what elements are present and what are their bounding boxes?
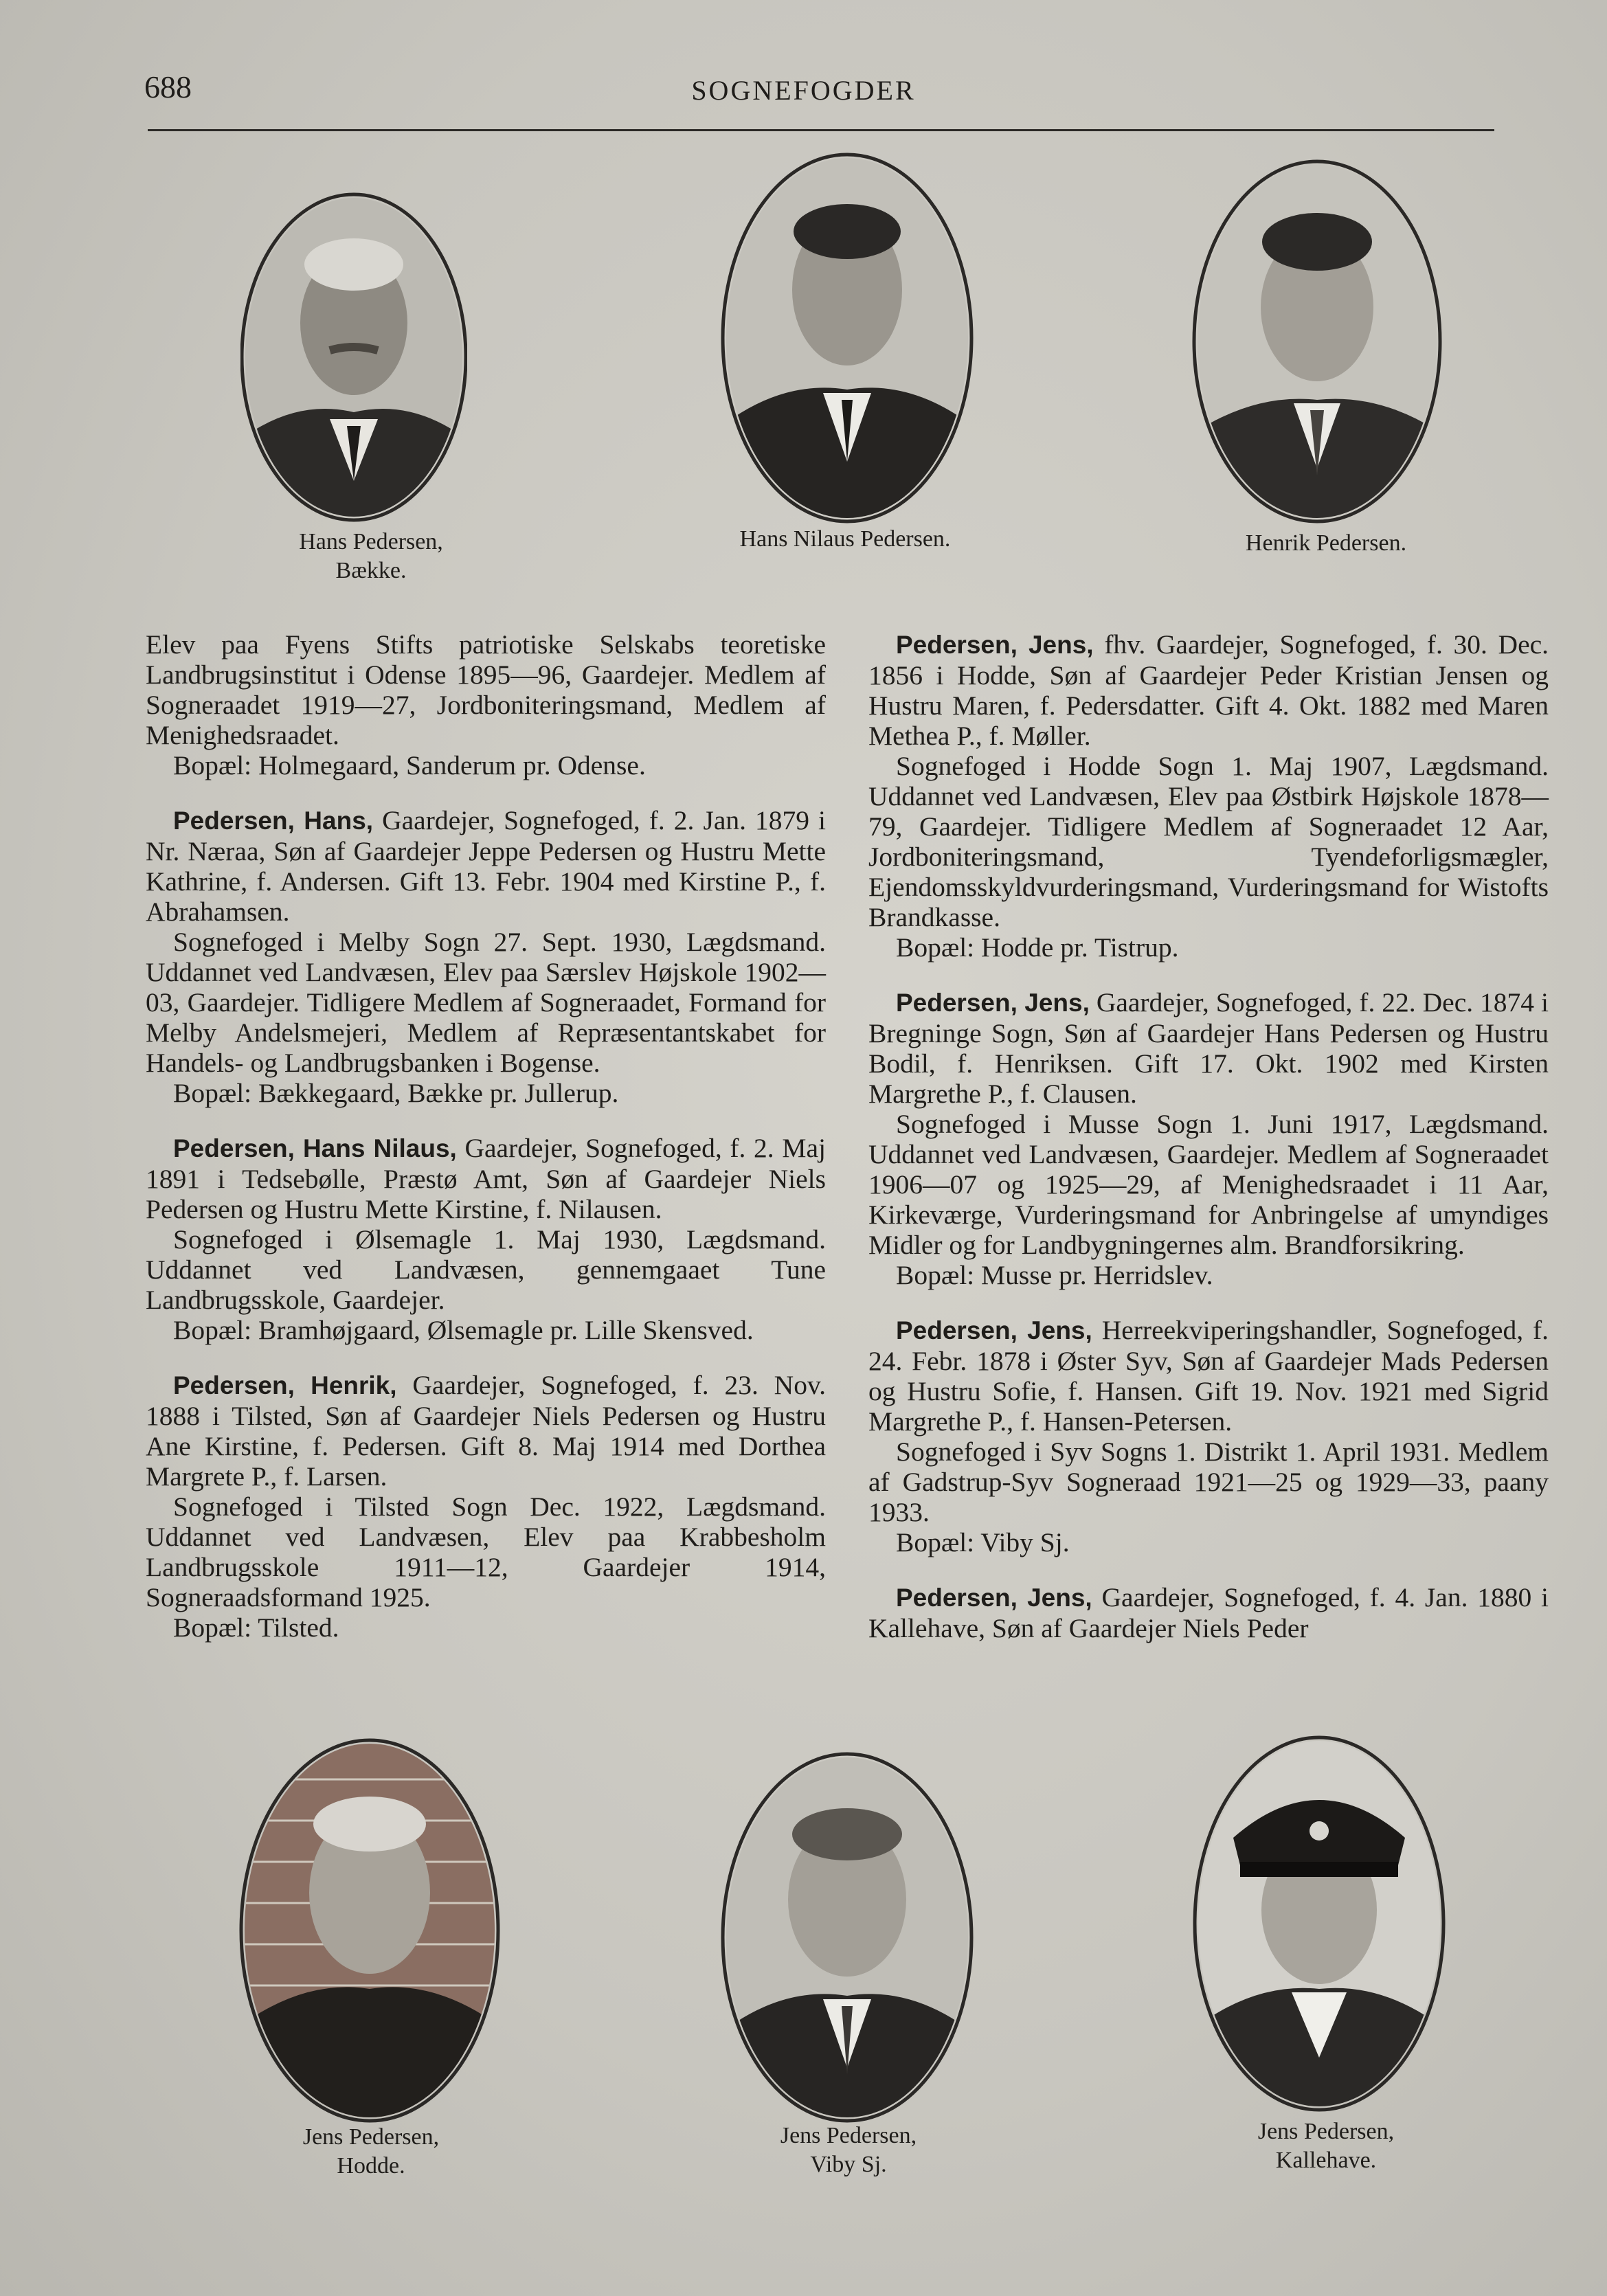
entry-career: Sognefoged i Ølsemagle 1. Maj 1930, Lægdsmand. Uddannet ved Landvæsen, gennemgaaet Tune Landbrugsskole, Gaardejer. [146,1224,826,1315]
caption-hans-pedersen: Hans Pedersen, Bække. [299,529,443,583]
entry-career: Sognefoged i Hodde Sogn 1. Maj 1907, Lægdsmand. Uddannet ved Landvæsen, Elev paa Østbirk Højskole 1878—79, Gaardejer. Tidligere Medlem af Sogneraadet 12 Aar, Jordboniteringsmand, Tyendeforligsmægler, Ejendomsskyldvurderingsmand, Vurderingsmand for Wistofts Brandkasse. [868,751,1549,932]
portrait-jens-pedersen-kallehave [1192,1735,1446,2113]
caption-jens-pedersen-hodde: Jens Pedersen, Hodde. [302,2124,440,2179]
entry-bopael: Bopæl: Hodde pr. Tistrup. [896,932,1179,963]
caption-hans-nilaus-pedersen: Hans Nilaus Pedersen. [739,526,951,552]
entry-intro: Gaardejer, Sognefoged, f. 23. Nov. 1888 i Tilsted, Søn af Gaardejer Niels Pedersen og Hustru Ane Kirstine, f. Pedersen. Gift 8. Maj 1914 med Dorthea Margrete P., f. Larsen. [146,1370,827,1492]
right-column [868,629,1549,1643]
entry-name: Pedersen, Jens, [896,1316,1092,1344]
entry-jens-pedersen-hodde [868,629,1549,751]
entry-intro: Gaardejer, Sognefoged, f. 22. Dec. 1874 i Bregninge Sogn, Søn af Gaardejer Hans Pedersen og Hustru Bodil, f. Henriksen. Gift 17. Okt. 1902 med Kirsten Margrethe P., f. Clausen. [868,987,1549,1109]
entry-name: Pedersen, Hans, [173,807,374,835]
running-header: SOGNEFOGDER [691,75,916,106]
page-number: 688 [144,69,192,104]
entry-name: Pedersen, Jens, [896,631,1094,659]
entry-intro: fhv. Gaardejer, Sognefoged, f. 30. Dec. 1856 i Hodde, Søn af Gaardejer Peder Kristian Jensen og Hustru Maren, f. Pedersdatter. Gift 4. Okt. 1882 med Maren Methea P., f. Møller. [868,629,1549,751]
portrait-jens-pedersen-viby [720,1752,974,2123]
entry-bopael: Bopæl: Bækkegaard, Bække pr. Jullerup. [173,1078,619,1108]
entry-intro: Gaardejer, Sognefoged, f. 4. Jan. 1880 i Kallehave, Søn af Gaardejer Niels Peder [868,1582,1549,1643]
entry-career: Sognefoged i Syv Sogns 1. Distrikt 1. April 1931. Medlem af Gadstrup-Syv Sogneraad 1921—25 og 1929—33, paany 1933. [868,1437,1549,1527]
entry-bopael: Bopæl: Viby Sj. [896,1527,1070,1557]
portrait-jens-pedersen-hodde [239,1738,500,2123]
left-column [146,629,826,1643]
entry-bopael: Bopæl: Tilsted. [173,1612,339,1643]
entry-name: Pedersen, Jens, [896,989,1090,1017]
entry-intro: Gaardejer, Sognefoged, f. 2. Jan. 1879 i Nr. Næraa, Søn af Gaardejer Jeppe Pedersen og Hustru Mette Kathrine, f. Andersen. Gift 13. Febr. 1904 med Kirstine P., f. Abrahamsen. [146,805,827,927]
portrait-hans-nilaus-pedersen [720,153,974,524]
entry-jens-pedersen-kallehave [868,1582,1549,1643]
caption-jens-pedersen-kallehave: Jens Pedersen, Kallehave. [1257,2119,1395,2173]
continued-entry-text: Elev paa Fyens Stifts patriotiske Selskabs teoretiske Landbrugsinstitut i Odense 1895—96, Gaardejer. Medlem af Sogneraadet 1919—27, Jordboniteringsmand, Medlem af Menighedsraadet. [146,629,826,750]
entry-henrik-pedersen [146,1370,826,1492]
header-rule [148,129,1494,131]
entry-career: Sognefoged i Tilsted Sogn Dec. 1922, Lægdsmand. Uddannet ved Landvæsen, Elev paa Krabbesholm Landbrugsskole 1911—12, Gaardejer 1914, Sogneraadsformand 1925. [146,1492,826,1612]
entry-career: Sognefoged i Melby Sogn 27. Sept. 1930, Lægdsmand. Uddannet ved Landvæsen, Elev paa Særslev Højskole 1902—03, Gaardejer. Tidligere Medlem af Sogneraadet, Formand for Melby Andelsmejeri, Medlem af Repræsentantskabet for Handels- og Landbrugsbanken i Bogense. [146,927,826,1078]
entry-jens-pedersen-musse [868,987,1549,1109]
continued-entry-bopael: Bopæl: Holmegaard, Sanderum pr. Odense. [173,750,646,780]
entry-hans-nilaus-pedersen [146,1133,826,1224]
entry-intro: Gaardejer, Sognefoged, f. 2. Maj 1891 i Tedsebølle, Præstø Amt, Søn af Gaardejer Niels Pedersen og Hustru Mette Kirstine, f. Nilausen. [146,1133,826,1224]
portrait-henrik-pedersen [1192,159,1443,524]
entry-career: Sognefoged i Musse Sogn 1. Juni 1917, Lægdsmand. Uddannet ved Landvæsen, Gaardejer. Medlem af Sogneraadet 1906—07 og 1925—29, af Menighedsraadet i 11 Aar, Kirkeværge, Vurderingsmand for Anbringelse af umyndiges Midler og for Landbygningernes alm. Brandforsikring. [868,1109,1549,1260]
caption-henrik-pedersen: Henrik Pedersen. [1245,530,1407,556]
entry-hans-pedersen [146,805,826,927]
entry-bopael: Bopæl: Musse pr. Herridslev. [896,1260,1213,1290]
caption-jens-pedersen-viby: Jens Pedersen, Viby Sj. [780,2123,917,2177]
entry-bopael: Bopæl: Bramhøjgaard, Ølsemagle pr. Lille Skensved. [173,1315,754,1345]
portrait-hans-pedersen [240,192,467,522]
entry-name: Pedersen, Hans Nilaus, [173,1134,457,1162]
entry-name: Pedersen, Henrik, [173,1371,397,1399]
entry-jens-pedersen-viby [868,1315,1549,1437]
entry-name: Pedersen, Jens, [896,1584,1092,1612]
entry-intro: Herreekviperingshandler, Sognefoged, f. 24. Febr. 1878 i Øster Syv, Søn af Gaardejer Mads Pedersen og Hustru Sofie, f. Hansen. Gift 19. Nov. 1921 med Sigrid Margrethe P., f. Hansen-Petersen. [868,1315,1549,1437]
